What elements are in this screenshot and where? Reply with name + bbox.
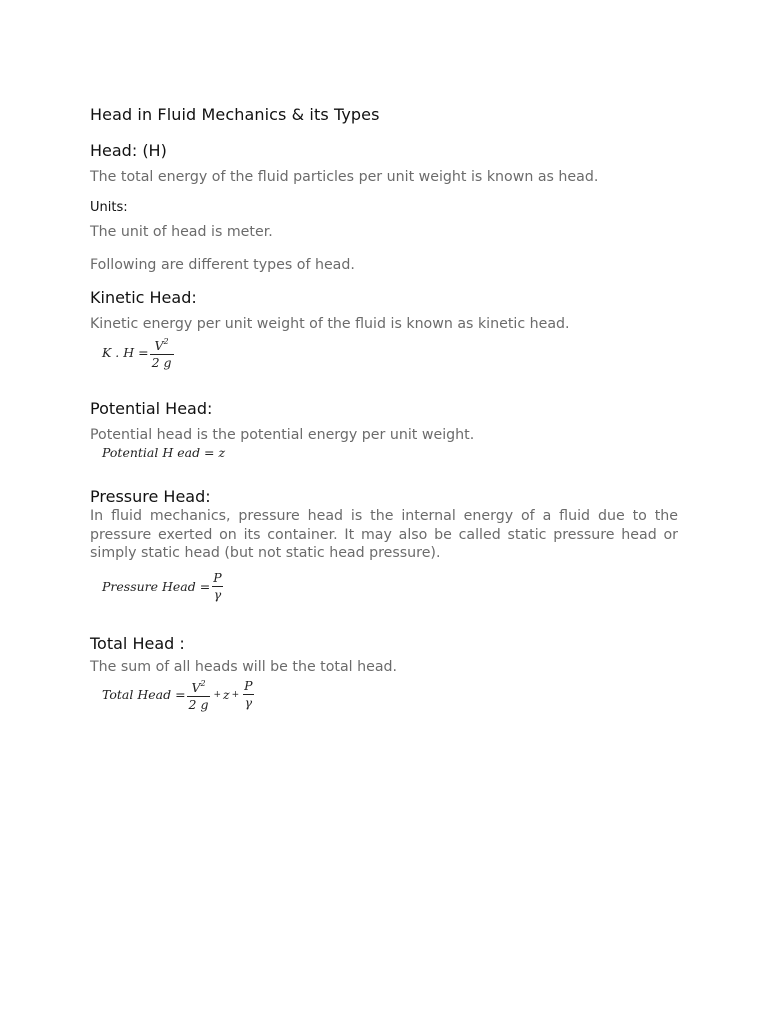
types-intro: Following are different types of head. <box>90 257 355 273</box>
equation-lhs: Total Head = <box>102 687 186 702</box>
fraction-numerator: P <box>244 678 253 693</box>
potential-head-equation: Potential H ead = z <box>102 445 226 460</box>
equation-fraction <box>211 571 223 602</box>
units-heading: Units: <box>90 200 128 215</box>
equation-fraction-velocity <box>187 677 211 712</box>
elevation-term: z <box>223 687 230 702</box>
exponent: 2 <box>200 679 206 688</box>
total-head-heading: Total Head : <box>90 634 185 653</box>
plus-operator: + <box>231 689 240 700</box>
pressure-head-text: In fluid mechanics, pressure head is the internal energy of a fluid due to the pressure exerted on its container. It may also be called static pressure head or simply static head (but not static head pressure). <box>90 508 678 561</box>
total-head-text: The sum of all heads will be the total head. <box>90 659 398 675</box>
units-text: The unit of head is meter. <box>90 224 273 240</box>
fraction-denominator: γ <box>213 587 222 602</box>
kinetic-head-heading: Kinetic Head: <box>90 288 197 307</box>
fraction-denominator: γ <box>244 695 253 710</box>
total-head-equation <box>102 677 256 712</box>
kinetic-head-equation <box>102 335 175 370</box>
equation-fraction <box>150 335 174 370</box>
pressure-head-equation <box>102 571 225 602</box>
document-title: Head in Fluid Mechanics & its Types <box>90 105 380 124</box>
equation-fraction-pressure <box>242 679 254 710</box>
fraction-numerator: P <box>213 570 222 585</box>
plus-operator: + <box>213 689 222 700</box>
exponent: 2 <box>163 337 169 346</box>
fraction-numerator: V <box>191 680 201 695</box>
equation-lhs: Pressure Head = <box>102 579 211 594</box>
head-definition: The total energy of the fluid particles per unit weight is known as head. <box>90 169 599 185</box>
head-heading: Head: (H) <box>90 141 167 160</box>
kinetic-head-text: Kinetic energy per unit weight of the fluid is known as kinetic head. <box>90 316 570 332</box>
fraction-denominator: 2 g <box>151 355 172 370</box>
fraction-numerator: V <box>154 338 164 353</box>
fraction-denominator: 2 g <box>188 697 209 712</box>
equation-lhs: K . H = <box>102 345 149 360</box>
potential-head-heading: Potential Head: <box>90 399 213 418</box>
potential-head-text: Potential head is the potential energy per unit weight. <box>90 427 475 443</box>
pressure-head-heading: Pressure Head: <box>90 487 211 506</box>
